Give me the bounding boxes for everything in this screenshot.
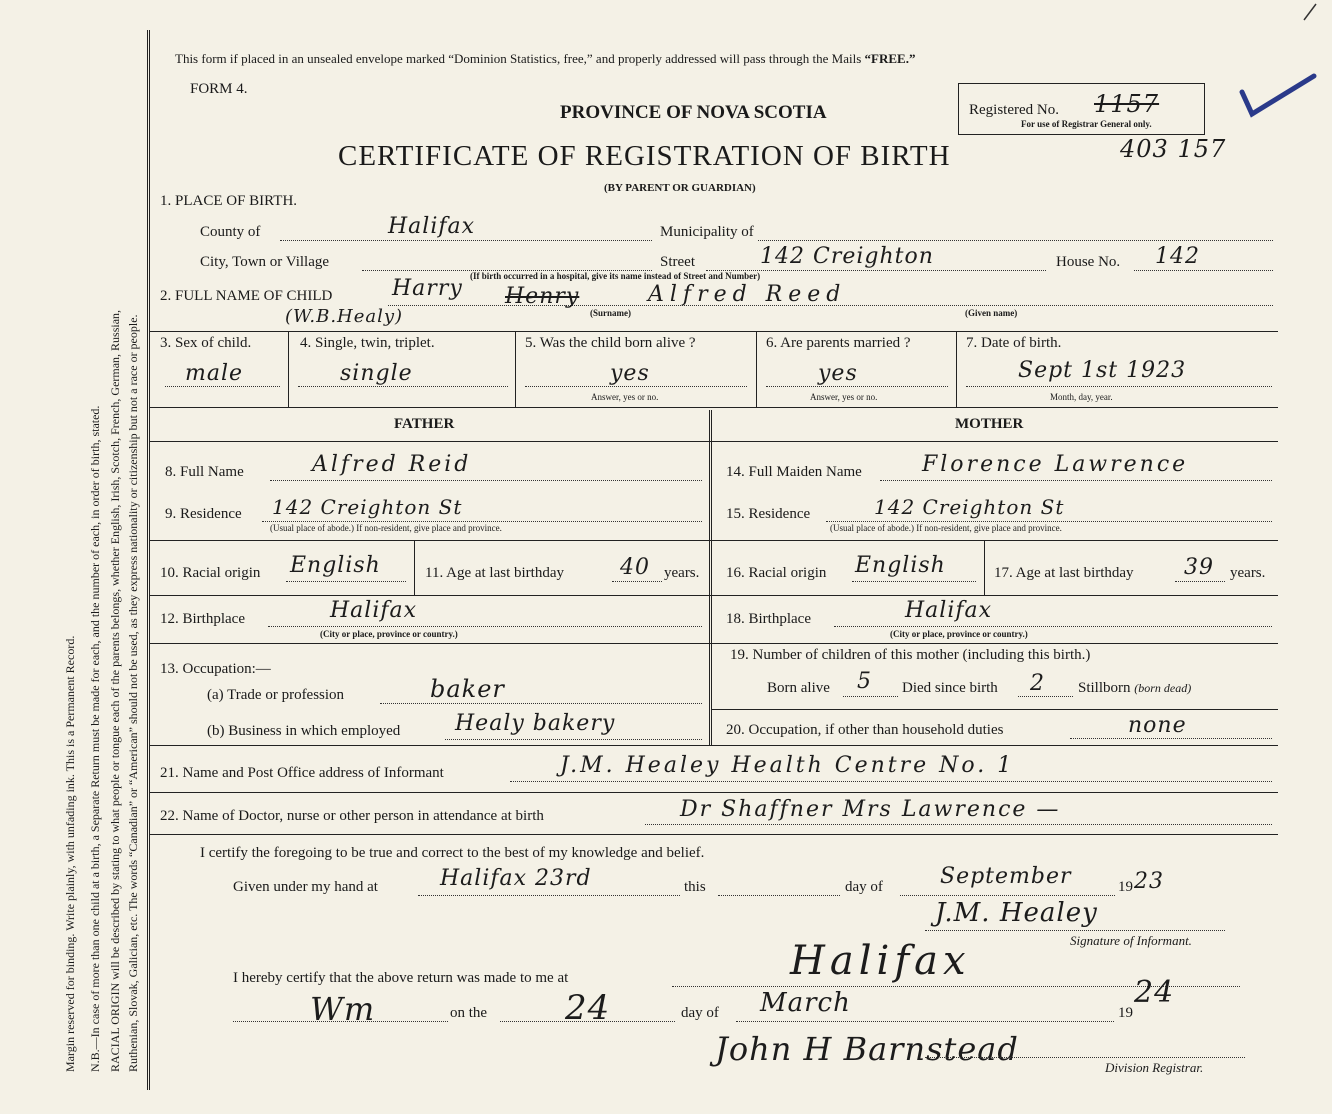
mother-race-value: English [855,553,946,578]
informant-signature: J.M. Healey [935,898,1098,928]
year-value: 23 [1134,869,1164,894]
trade-line [380,703,702,704]
on-the-label: on the [450,1005,488,1021]
doctor-line [645,824,1272,825]
mother-age-unit: years. [1230,565,1266,581]
father-birthplace-value: Halifax [330,598,418,623]
mother-name-label: 14. Full Maiden Name [726,464,862,480]
year-prefix: 19 [1118,879,1133,895]
given-label: Given under my hand at [233,879,378,895]
sex-line [165,386,280,387]
mother-name-value: Florence Lawrence [922,452,1189,477]
trade-label: (a) Trade or profession [207,687,345,703]
children-label: 19. Number of children of this mother (including this birth.) [730,647,1091,663]
dob-line [966,386,1272,387]
month-value: September [940,864,1072,889]
sex-value: male [185,361,244,386]
father-name-label: 8. Full Name [165,464,244,480]
given-name-caption: (Given name) [965,308,1018,318]
mother-occupation-line [1070,738,1272,739]
rule-father-race-split [414,540,415,595]
rule-after-occupation [150,745,1278,746]
father-age-unit: years. [664,565,700,581]
margin-note-3: RACIAL ORIGIN will be described by stating to what people or tongue each of the parents belongs, whether English, Irish, Scotch, French, German, Russian, [108,309,122,1072]
father-race-value: English [290,553,381,578]
business-label: (b) Business in which employed [207,723,401,739]
left-border [147,30,150,1090]
mother-residence-label: 15. Residence [726,506,811,522]
born-alive-value: 5 [857,669,872,694]
married-caption: Answer, yes or no. [810,392,878,402]
alive-line [525,386,747,387]
father-birthplace-caption: (City or place, province or country.) [320,629,458,639]
registrar-left-value: Wm [310,990,376,1028]
alive-caption: Answer, yes or no. [591,392,659,402]
child-name-note: (W.B.Healy) [285,306,404,327]
child-name-value: Alfred Reed [648,282,847,307]
rule-heading [150,441,1278,442]
registered-box [958,83,1205,135]
informant-label: 21. Name and Post Office address of Informant [160,765,444,781]
dob-caption: Month, day, year. [1050,392,1113,402]
died-label: Died since birth [902,680,998,696]
stillborn-text: Stillborn [1078,680,1131,696]
rule-mother-race-split [984,540,985,595]
doctor-label: 22. Name of Doctor, nurse or other person in attendance at birth [160,808,544,824]
mail-notice-text: This form if placed in an unsealed envelope marked “Dominion Statistics, free,” and properly addressed will pass through the Mails [175,51,865,66]
born-alive-line [843,696,898,697]
mother-race-line [852,581,976,582]
father-birthplace-label: 12. Birthplace [160,611,245,627]
certify-statement: I certify the foregoing to be true and correct to the best of my knowledge and belief. [200,845,705,861]
rule-row3-v4 [956,331,957,407]
mother-age-label: 17. Age at last birthday [994,565,1134,581]
margin-note-4: Ruthenian, Slovak, Galician, etc. The words “Canadian” or “American” should not be used, as they express nationality or citizenship but not a race or people. [126,314,140,1072]
mother-residence-caption: (Usual place of abode.) If non-resident, give place and province. [830,523,1062,533]
stillborn-label [1078,680,1191,697]
mother-heading: MOTHER [955,416,1024,432]
father-residence-label: 9. Residence [165,506,242,522]
rule-after-residence [150,540,1278,541]
business-line [445,739,702,740]
father-residence-line [262,521,702,522]
margin-note-2: N.B.—In case of more than one child at a birth, a Separate Return must be made for each, and the number of each, in order of birth, stated. [88,405,102,1072]
born-alive-label: Born alive [767,680,830,696]
registrar-signature-line [925,1057,1245,1058]
rule-after-doctor [150,834,1278,835]
rule-after-informant [150,792,1278,793]
corner-mark-icon [1300,2,1320,22]
married-value: yes [818,361,858,386]
city-label: City, Town or Village [200,254,330,270]
surname-caption: (Surname) [590,308,631,318]
mail-notice [175,51,915,67]
rule-row3-v1 [288,331,289,407]
married-label: 6. Are parents married ? [766,335,911,351]
father-age-line [612,581,662,582]
father-occupation-label: 13. Occupation:— [160,661,271,677]
stillborn-note: (born dead) [1134,681,1192,695]
business-value: Healy bakery [455,711,616,736]
rule-row3-v2 [515,331,516,407]
day-of-label: day of [845,879,883,895]
mother-occupation-value: none [1128,713,1187,738]
mother-age-value: 39 [1184,555,1214,580]
informant-signature-line [925,930,1225,931]
dob-label: 7. Date of birth. [966,335,1062,351]
house-line [1134,270,1273,271]
registrar-year-value: 24 [1134,975,1175,1010]
trade-value: baker [430,675,505,703]
registrar-year-prefix: 19 [1118,1005,1133,1021]
registrar-place-value: Halifax [790,938,971,984]
mother-name-line [880,480,1272,481]
married-line [766,386,948,387]
father-name-value: Alfred Reid [312,452,472,477]
column-divider [709,410,712,745]
check-mark-icon [1238,70,1318,120]
mother-age-line [1175,581,1225,582]
province-title: PROVINCE OF NOVA SCOTIA [560,102,827,123]
registered-label: Registered No. [969,102,1059,118]
registrar-caption: Division Registrar. [1105,1060,1204,1075]
father-race-label: 10. Racial origin [160,565,261,581]
registered-note: For use of Registrar General only. [1021,119,1152,129]
house-label: House No. [1056,254,1121,270]
dob-value: Sept 1st 1923 [1018,358,1187,383]
died-line [1018,696,1073,697]
registrar-day-value: 24 [565,988,611,1028]
informant-value: J.M. Healey Health Centre No. 1 [560,753,1015,778]
registered-value: 1157 [1094,90,1160,118]
died-value: 2 [1030,671,1045,696]
place-of-birth-label: 1. PLACE OF BIRTH. [160,193,298,209]
plural-line [298,386,508,387]
mother-residence-value: 142 Creighton St [874,495,1065,519]
informant-signature-caption: Signature of Informant. [1070,933,1192,948]
street-value: 142 Creighton [760,244,934,269]
father-race-line [286,581,406,582]
alive-value: yes [610,361,650,386]
plural-value: single [340,361,413,386]
stamp-number: 403 157 [1120,135,1227,163]
mother-occupation-label: 20. Occupation, if other than household duties [726,722,1004,738]
child-name-label: 2. FULL NAME OF CHILD [160,288,333,304]
informant-line [510,781,1272,782]
municipality-line [758,240,1273,241]
mail-notice-free: “FREE.” [864,51,916,66]
rule-after-birthplace [150,643,1278,644]
father-residence-caption: (Usual place of abode.) If non-resident, give place and province. [270,523,502,533]
registrar-day-of-label: day of [681,1005,719,1021]
county-value: Halifax [388,214,476,239]
father-birthplace-line [268,626,702,627]
county-line [280,240,652,241]
father-name-line [270,480,702,481]
margin-note-1: Margin reserved for binding. Write plainly, with unfading ink. This is a Permanent Record. [63,635,77,1072]
mother-birthplace-line [834,626,1272,627]
rule-row3-v3 [756,331,757,407]
county-label: County of [200,224,261,240]
mother-birthplace-label: 18. Birthplace [726,611,811,627]
house-value: 142 [1155,244,1200,269]
mother-birthplace-caption: (City or place, province or country.) [890,629,1028,639]
rule-after-race [150,595,1278,596]
mother-birthplace-value: Halifax [905,598,993,623]
certificate-subtitle: (BY PARENT OR GUARDIAN) [604,182,756,194]
municipality-label: Municipality of [660,224,754,240]
hospital-note: (If birth occurred in a hospital, give its name instead of Street and Number) [470,271,761,281]
father-age-value: 40 [620,555,650,580]
mother-race-label: 16. Racial origin [726,565,827,581]
rule-row3-bottom [150,407,1278,408]
rule-row3-top [150,331,1278,332]
rule-after-children [712,709,1278,710]
form-number: FORM 4. [190,81,248,97]
given-place-value: Halifax 23rd [440,866,592,891]
child-given-value: Harry [392,276,463,301]
child-struck-value: Henry [505,284,580,309]
sex-label: 3. Sex of child. [160,335,252,351]
plural-label: 4. Single, twin, triplet. [300,335,435,351]
father-heading: FATHER [394,416,455,432]
father-age-label: 11. Age at last birthday [425,565,564,581]
month-line [900,895,1115,896]
registrar-statement: I hereby certify that the above return was made to me at [233,970,569,986]
this-line [718,895,840,896]
registrar-month-value: March [760,988,851,1018]
this-label: this [684,879,706,895]
registrar-month-line [736,1021,1114,1022]
alive-label: 5. Was the child born alive ? [525,335,696,351]
father-residence-value: 142 Creighton St [272,495,463,519]
street-label: Street [660,254,695,270]
doctor-value: Dr Shaffner Mrs Lawrence — [680,797,1061,822]
registrar-signature: John H Barnstead [715,1030,1019,1068]
mother-residence-line [826,521,1272,522]
certificate-title: CERTIFICATE OF REGISTRATION OF BIRTH [338,140,951,172]
given-place-line [418,895,680,896]
